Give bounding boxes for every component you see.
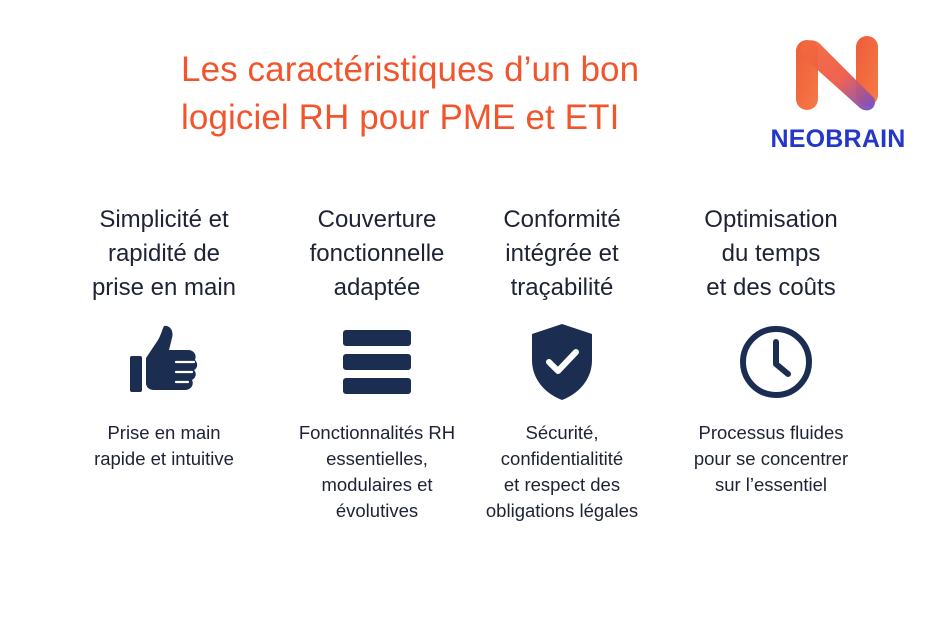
feature-optimization — [672, 203, 870, 495]
feature-description-line: rapide et intuitive — [94, 448, 234, 469]
title-line-2: logiciel RH pour PME et ETI — [181, 98, 620, 137]
list-menu-icon — [337, 322, 417, 402]
feature-title — [470, 203, 654, 305]
feature-title-line: Optimisation — [704, 206, 838, 233]
feature-title-line: Conformité — [503, 206, 621, 233]
feature-compliance — [470, 203, 654, 521]
feature-title-line: du temps — [721, 240, 821, 267]
feature-description-line: évolutives — [335, 500, 419, 521]
feature-title — [68, 203, 260, 305]
feature-description-line: obligations légales — [485, 500, 639, 521]
feature-description-line: Processus fluides — [698, 422, 844, 443]
feature-title-line: fonctionnelle — [309, 240, 445, 267]
feature-title-line: Couverture — [317, 206, 437, 233]
feature-coverage — [282, 203, 472, 521]
feature-description — [68, 420, 260, 472]
feature-description-line: Fonctionnalités RH — [298, 422, 456, 443]
feature-description-line: Prise en main — [107, 422, 221, 443]
feature-description — [470, 420, 654, 524]
neobrain-logo — [760, 34, 916, 154]
feature-title-line: intégrée et — [505, 240, 619, 267]
feature-description-line: Sécurité, — [525, 422, 599, 443]
clock-icon — [736, 322, 816, 402]
feature-title-line: traçabilité — [510, 274, 614, 301]
title-line-1: Les caractéristiques d’un bon — [181, 50, 640, 89]
feature-simplicity — [68, 203, 260, 469]
neobrain-n-logo-icon — [794, 34, 880, 114]
page-title — [181, 46, 751, 142]
shield-check-icon — [522, 322, 602, 402]
feature-title — [672, 203, 870, 305]
feature-title-line: adaptée — [333, 274, 421, 301]
feature-description-line: modulaires et — [321, 474, 433, 495]
feature-title — [282, 203, 472, 305]
feature-description — [282, 420, 472, 524]
neobrain-wordmark: NEOBRAIN — [770, 125, 906, 153]
feature-description-line: pour se concentrer — [693, 448, 849, 469]
feature-title-line: et des coûts — [706, 274, 836, 301]
feature-description-line: sur l’essentiel — [714, 474, 828, 495]
feature-description-line: essentielles, — [326, 448, 428, 469]
feature-description-line: confidentialitité — [500, 448, 624, 469]
feature-title-line: rapidité de — [107, 240, 221, 267]
thumbs-up-icon — [124, 322, 204, 402]
feature-description — [672, 420, 870, 498]
feature-description-line: et respect des — [503, 474, 621, 495]
feature-title-line: Simplicité et — [99, 206, 229, 233]
feature-title-line: prise en main — [91, 274, 237, 301]
